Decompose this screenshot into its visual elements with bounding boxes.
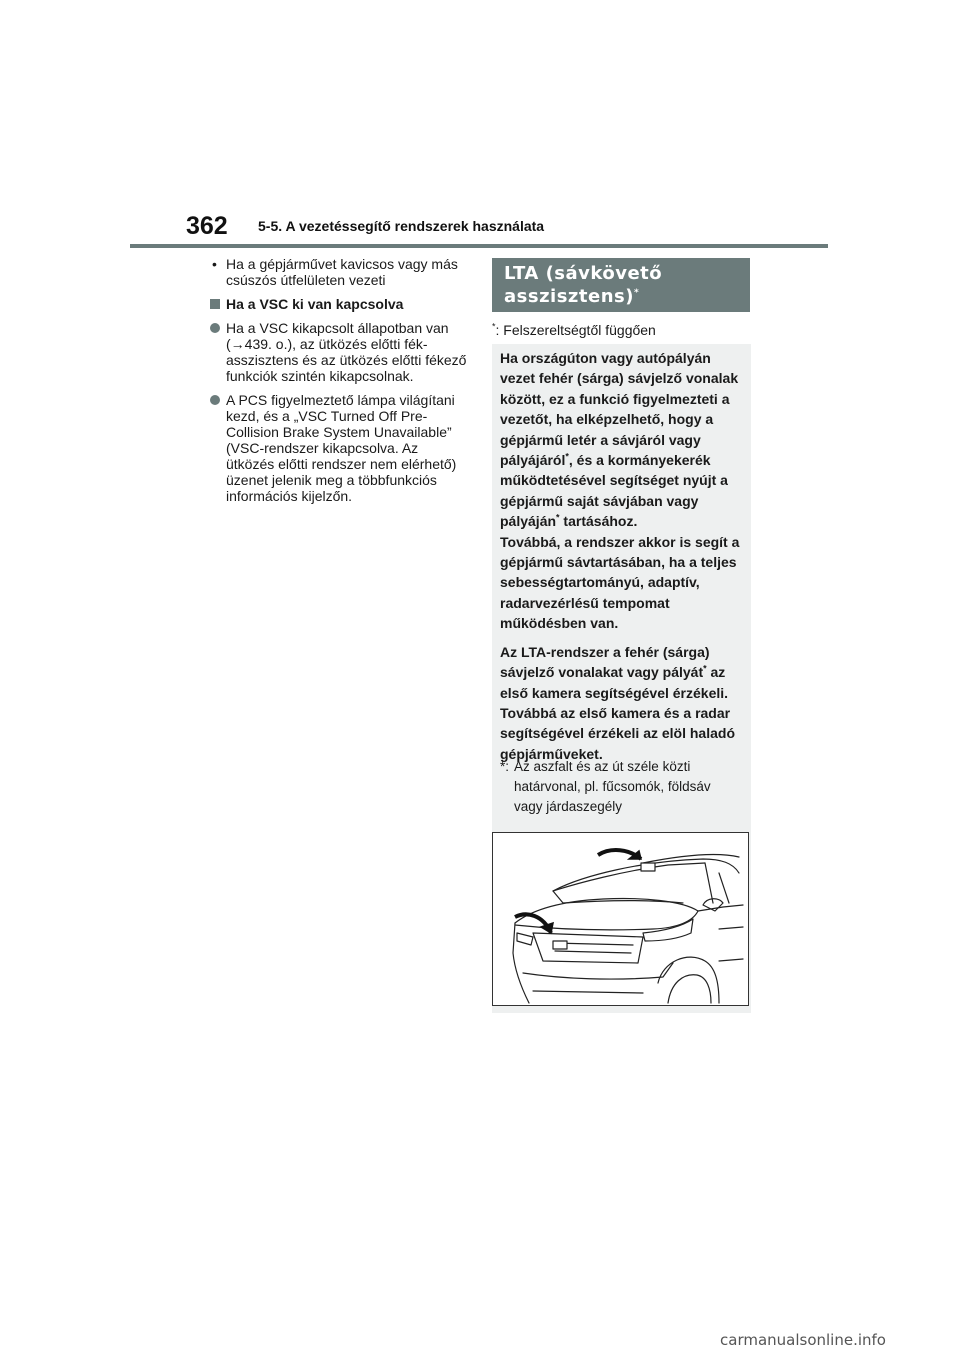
lta-banner — [492, 258, 750, 312]
car-illustration — [493, 833, 750, 1007]
info-box — [492, 344, 751, 1013]
circle-bullet-icon — [210, 323, 220, 333]
info-paragraph-2: Továbbá, a rendszer akkor is segít a gépjármű sávtartásában, ha a teljes sebességtartományú, adaptív, radarvezérlésű tempomat működésben van. — [500, 533, 740, 632]
list-item-text: Ha a VSC kikapcsolt állapotban van (→439. o.), az ütközés előtti fék-asszisztens és az ütközés előtti fékező funkciók szintén kikapcsolnak. — [226, 320, 467, 384]
info-paragraph-1: Ha országúton vagy autópályán vezet fehér (sárga) sávjelző vonalak között, ez a funkció figyelmezteti a vezetőt, ha elképzelhető, hogy a gépjármű letér a sávjáról vagy pályájáról*, és a kormányekerék működtetésével segítséget nyújt a gépjármű saját sávjában vagy pályáján* tartásához. Továbbá, a rendszer akkor is segít a gépjármű sávtartásában, ha a teljes sebességtartományú, adaptív, radarvezérlésű tempomat működésben van. — [500, 350, 740, 632]
note-mark: *: — [500, 759, 510, 774]
info-paragraph-3: Az LTA-rendszer a fehér (sárga) sávjelző vonalakat vagy pályát* az első kamera segítségével érzékeli. Továbbá az első kamera és a radar segítségével érzékeli az elöl haladó gépjárműveket. — [500, 643, 735, 762]
info-note — [500, 757, 740, 817]
equipment-footnote — [492, 322, 750, 338]
equipment-footnote-text: : Felszereltségtől függően — [495, 322, 656, 338]
vsc-off-heading — [210, 296, 470, 312]
bullet-marker: • — [212, 256, 217, 272]
watermark: carmanualsonline.info — [720, 1331, 886, 1349]
asterisk: * — [633, 288, 640, 298]
list-item — [210, 392, 470, 504]
car-camera-figure — [492, 832, 749, 1006]
header-rule — [130, 244, 828, 248]
bullet-item — [210, 256, 470, 288]
note-text: Az aszfalt és az út széle közti határvonal, pl. fűcsomók, földsáv vagy járdaszegély — [514, 759, 711, 814]
vsc-off-heading-text: Ha a VSC ki van kapcsolva — [226, 296, 404, 312]
circle-bullet-icon — [210, 395, 220, 405]
section-title: 5-5. A vezetéssegítő rendszerek használata — [258, 218, 545, 234]
list-item — [210, 320, 470, 384]
lta-banner-title: LTA (sávkövető asszisztens)* — [504, 263, 663, 307]
bullet-text: Ha a gépjárművet kavicsos vagy más csúszós útfelületen vezeti — [226, 256, 458, 288]
info-text — [500, 348, 740, 772]
list-item-text: A PCS figyelmeztető lámpa világítani kezd, és a „VSC Turned Off Pre-Collision Brake System Unavailable” (VSC-rendszer kikapcsolva. Az ütközés előtti rendszer nem elérhető) üzenet jelenik meg a többfunkciós információs kijelzőn. — [226, 392, 457, 504]
left-column — [210, 256, 470, 512]
asterisk: * — [492, 321, 496, 332]
square-bullet-icon — [210, 299, 220, 309]
page-number: 362 — [186, 212, 228, 240]
